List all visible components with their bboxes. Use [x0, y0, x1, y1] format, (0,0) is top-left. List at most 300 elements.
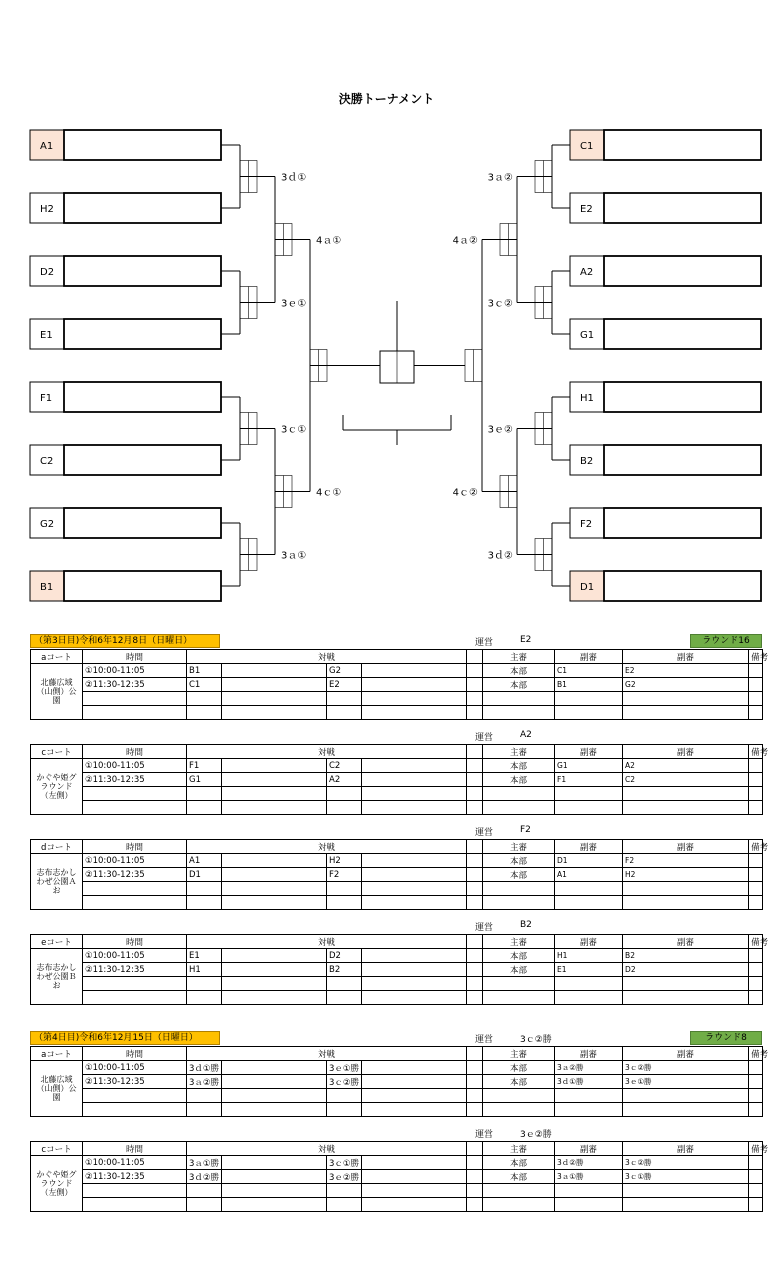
team-2: G2: [327, 664, 362, 678]
team-name-cell: [64, 256, 221, 286]
round-label: ラウンド8: [690, 1031, 762, 1045]
table-row: [31, 759, 763, 773]
match-label-r16: 3ｃ②: [487, 298, 513, 310]
day-label: （第3日目)令和6年12月8日（日曜日）: [30, 634, 220, 648]
match-time: ②11:30-12:35: [83, 868, 187, 882]
match-time: ②11:30-12:35: [83, 1075, 187, 1089]
spacer-cell: [467, 963, 483, 977]
referee: [483, 991, 555, 1005]
team-1: [187, 706, 222, 720]
team-1: 3ｄ①勝: [187, 1061, 222, 1075]
team-2: 3ｃ②勝: [327, 1075, 362, 1089]
spacer-cell: [467, 692, 483, 706]
table-row: [31, 1156, 763, 1170]
court-label: aコート: [31, 1047, 83, 1061]
col-spacer: [467, 1047, 483, 1061]
table-row: [31, 854, 763, 868]
operator-team: 3ｃ②勝: [520, 1035, 552, 1045]
assistant-2: [623, 1184, 749, 1198]
team-2-score: [362, 1089, 467, 1103]
team-2-score: [362, 1156, 467, 1170]
notes-cell: [749, 868, 763, 882]
team-2-score: [362, 692, 467, 706]
team-2: [327, 1103, 362, 1117]
assistant-2: G2: [623, 678, 749, 692]
assistant-1: [555, 787, 623, 801]
operator-label: 運営: [475, 1035, 494, 1045]
spacer-cell: [467, 773, 483, 787]
team-seed-label: H2: [40, 204, 54, 215]
referee: [483, 1103, 555, 1117]
col-spacer: [467, 840, 483, 854]
team-1-score: [222, 678, 327, 692]
spacer-cell: [467, 1198, 483, 1212]
col-notes: 備考: [749, 650, 763, 664]
day-label: （第4日目)令和6年12月15日（日曜日）: [30, 1031, 220, 1045]
table-row: [31, 1184, 763, 1198]
table-row: [31, 801, 763, 815]
spacer-cell: [467, 1156, 483, 1170]
notes-cell: [749, 963, 763, 977]
col-match: 対戦: [187, 1142, 467, 1156]
match-time: [83, 706, 187, 720]
team-1: H1: [187, 963, 222, 977]
block-header: [30, 1031, 763, 1046]
team-seed-label: D2: [40, 267, 55, 278]
table-row: [31, 1170, 763, 1184]
team-2-score: [362, 1170, 467, 1184]
team-1: E1: [187, 949, 222, 963]
team-seed-label: G1: [580, 330, 595, 341]
referee: 本部: [483, 854, 555, 868]
block-header: [30, 919, 763, 934]
team-name-cell: [64, 508, 221, 538]
assistant-2: F2: [623, 854, 749, 868]
team-seed-label: H1: [580, 393, 594, 404]
col-match: 対戦: [187, 1047, 467, 1061]
team-name-cell: [604, 508, 761, 538]
col-referee: 主審: [483, 650, 555, 664]
match-time: [83, 882, 187, 896]
table-header-row: [31, 1047, 763, 1061]
team-2: F2: [327, 868, 362, 882]
team-name-cell: [604, 445, 761, 475]
team-2: [327, 896, 362, 910]
team-2: [327, 1184, 362, 1198]
team-1: D1: [187, 868, 222, 882]
assistant-2: C2: [623, 773, 749, 787]
match-time: ②11:30-12:35: [83, 1170, 187, 1184]
match-time: [83, 801, 187, 815]
assistant-1: [555, 1103, 623, 1117]
notes-cell: [749, 1075, 763, 1089]
referee: 本部: [483, 664, 555, 678]
team-name-cell: [64, 571, 221, 601]
assistant-2: [623, 787, 749, 801]
team-1: 3ａ②勝: [187, 1075, 222, 1089]
team-1: B1: [187, 664, 222, 678]
team-2-score: [362, 706, 467, 720]
team-name-cell: [604, 571, 761, 601]
team-1: [187, 1089, 222, 1103]
match-label-r16: 3ｅ①: [281, 298, 307, 310]
team-1-score: [222, 963, 327, 977]
spacer-cell: [467, 1103, 483, 1117]
operator-label: 運営: [475, 828, 494, 838]
table-row: [31, 773, 763, 787]
col-assistant-1: 副審: [555, 1142, 623, 1156]
team-seed-label: C2: [40, 456, 54, 467]
court-label: cコート: [31, 745, 83, 759]
assistant-2: [623, 706, 749, 720]
col-match: 対戦: [187, 840, 467, 854]
team-2: [327, 801, 362, 815]
notes-cell: [749, 706, 763, 720]
team-name-cell: [604, 193, 761, 223]
team-2: H2: [327, 854, 362, 868]
team-1-score: [222, 949, 327, 963]
team-2-score: [362, 787, 467, 801]
court-schedule-table: [30, 1046, 769, 1117]
team-2-score: [362, 759, 467, 773]
team-name-cell: [64, 382, 221, 412]
col-notes: 備考: [749, 935, 763, 949]
team-2-score: [362, 949, 467, 963]
referee: 本部: [483, 678, 555, 692]
team-seed-label: F2: [580, 519, 593, 530]
team-1-score: [222, 868, 327, 882]
team-1-score: [222, 787, 327, 801]
page-title: 決勝トーナメント: [338, 92, 435, 106]
col-time: 時間: [83, 840, 187, 854]
match-time: [83, 1089, 187, 1103]
referee: [483, 1184, 555, 1198]
venue-label: 志布志かしわぜ公園Ｂお: [31, 949, 83, 1005]
team-name-cell: [604, 256, 761, 286]
spacer-cell: [467, 787, 483, 801]
assistant-1: [555, 896, 623, 910]
team-2-score: [362, 991, 467, 1005]
operator-label: 運営: [475, 638, 494, 648]
table-row: [31, 706, 763, 720]
team-seed-label: D1: [580, 582, 595, 593]
referee: [483, 692, 555, 706]
team-1-score: [222, 1103, 327, 1117]
table-row: [31, 882, 763, 896]
assistant-2: [623, 991, 749, 1005]
assistant-1: [555, 882, 623, 896]
team-seed-label: B2: [580, 456, 594, 467]
spacer-cell: [467, 868, 483, 882]
referee: 本部: [483, 1061, 555, 1075]
team-1-score: [222, 1170, 327, 1184]
notes-cell: [749, 991, 763, 1005]
referee: 本部: [483, 773, 555, 787]
match-time: ①10:00-11:05: [83, 759, 187, 773]
notes-cell: [749, 882, 763, 896]
team-1: [187, 896, 222, 910]
notes-cell: [749, 759, 763, 773]
notes-cell: [749, 664, 763, 678]
col-match: 対戦: [187, 935, 467, 949]
team-2-score: [362, 854, 467, 868]
team-2-score: [362, 868, 467, 882]
match-label-r16: 3ｄ①: [281, 172, 307, 184]
table-row: [31, 664, 763, 678]
team-1: [187, 1184, 222, 1198]
team-name-cell: [64, 445, 221, 475]
venue-label: かぐや姫グラウンド（左側）: [31, 759, 83, 815]
spacer-cell: [467, 896, 483, 910]
assistant-1: B1: [555, 678, 623, 692]
assistant-1: [555, 1184, 623, 1198]
table-row: [31, 1061, 763, 1075]
team-1-score: [222, 759, 327, 773]
operator-team: B2: [520, 920, 532, 930]
referee: 本部: [483, 1075, 555, 1089]
team-2: E2: [327, 678, 362, 692]
col-time: 時間: [83, 745, 187, 759]
match-label-qf: 4ａ①: [316, 235, 342, 247]
spacer-cell: [467, 949, 483, 963]
assistant-2: 3ｃ②勝: [623, 1156, 749, 1170]
team-1-score: [222, 773, 327, 787]
referee: [483, 977, 555, 991]
referee: 本部: [483, 1156, 555, 1170]
round-label: ラウンド16: [690, 634, 762, 648]
block-header: [30, 729, 763, 744]
notes-cell: [749, 977, 763, 991]
match-time: ①10:00-11:05: [83, 949, 187, 963]
spacer-cell: [467, 759, 483, 773]
col-match: 対戦: [187, 745, 467, 759]
col-notes: 備考: [749, 840, 763, 854]
team-2: 3ｅ①勝: [327, 1061, 362, 1075]
team-2-score: [362, 977, 467, 991]
col-notes: 備考: [749, 1142, 763, 1156]
spacer-cell: [467, 706, 483, 720]
assistant-1: A1: [555, 868, 623, 882]
team-1: [187, 1103, 222, 1117]
team-1: [187, 882, 222, 896]
match-label-qf: 4ａ②: [452, 235, 478, 247]
assistant-1: E1: [555, 963, 623, 977]
team-2: [327, 692, 362, 706]
referee: [483, 1089, 555, 1103]
team-seed-label: A2: [580, 267, 594, 278]
team-2-score: [362, 678, 467, 692]
match-time: [83, 1184, 187, 1198]
match-time: ①10:00-11:05: [83, 854, 187, 868]
spacer-cell: [467, 854, 483, 868]
team-1-score: [222, 1184, 327, 1198]
team-1: [187, 1198, 222, 1212]
match-time: ②11:30-12:35: [83, 773, 187, 787]
assistant-2: D2: [623, 963, 749, 977]
col-referee: 主審: [483, 745, 555, 759]
table-row: [31, 1075, 763, 1089]
team-1-score: [222, 1198, 327, 1212]
team-1-score: [222, 706, 327, 720]
match-time: [83, 896, 187, 910]
team-1: A1: [187, 854, 222, 868]
notes-cell: [749, 1198, 763, 1212]
assistant-2: [623, 1103, 749, 1117]
assistant-2: H2: [623, 868, 749, 882]
assistant-1: [555, 1089, 623, 1103]
col-referee: 主審: [483, 1047, 555, 1061]
team-name-cell: [64, 319, 221, 349]
team-1-score: [222, 1061, 327, 1075]
assistant-2: [623, 692, 749, 706]
col-referee: 主審: [483, 840, 555, 854]
team-1-score: [222, 1075, 327, 1089]
team-2-score: [362, 773, 467, 787]
assistant-1: [555, 977, 623, 991]
assistant-1: [555, 692, 623, 706]
assistant-2: E2: [623, 664, 749, 678]
assistant-1: 3ａ①勝: [555, 1170, 623, 1184]
court-schedule-table: [30, 649, 769, 720]
match-label-r16: 3ｃ①: [281, 424, 307, 436]
col-time: 時間: [83, 1142, 187, 1156]
table-row: [31, 1089, 763, 1103]
assistant-1: 3ａ②勝: [555, 1061, 623, 1075]
team-1-score: [222, 1089, 327, 1103]
match-time: [83, 1198, 187, 1212]
team-2: [327, 1198, 362, 1212]
team-1: F1: [187, 759, 222, 773]
team-name-cell: [604, 382, 761, 412]
match-time: [83, 692, 187, 706]
match-time: [83, 1103, 187, 1117]
referee: [483, 882, 555, 896]
match-time: ①10:00-11:05: [83, 1156, 187, 1170]
team-1-score: [222, 692, 327, 706]
spacer-cell: [467, 678, 483, 692]
col-assistant-1: 副審: [555, 745, 623, 759]
table-row: [31, 1198, 763, 1212]
assistant-2: B2: [623, 949, 749, 963]
match-time: [83, 977, 187, 991]
tournament-bracket: [0, 0, 773, 620]
col-spacer: [467, 1142, 483, 1156]
table-row: [31, 868, 763, 882]
operator-label: 運営: [475, 1130, 494, 1140]
assistant-1: G1: [555, 759, 623, 773]
assistant-2: [623, 882, 749, 896]
referee: [483, 801, 555, 815]
match-time: ②11:30-12:35: [83, 963, 187, 977]
notes-cell: [749, 692, 763, 706]
referee: [483, 1198, 555, 1212]
block-header: [30, 634, 763, 649]
spacer-cell: [467, 882, 483, 896]
court-schedule-table: [30, 744, 769, 815]
table-row: [31, 991, 763, 1005]
notes-cell: [749, 787, 763, 801]
spacer-cell: [467, 1061, 483, 1075]
assistant-1: 3ｄ②勝: [555, 1156, 623, 1170]
team-1-score: [222, 1156, 327, 1170]
match-label-qf: 4ｃ②: [452, 487, 478, 499]
team-seed-label: B1: [40, 582, 54, 593]
spacer-cell: [467, 801, 483, 815]
team-1-score: [222, 854, 327, 868]
table-row: [31, 787, 763, 801]
assistant-1: 3ｄ①勝: [555, 1075, 623, 1089]
operator-label: 運営: [475, 733, 494, 743]
team-2-score: [362, 1103, 467, 1117]
table-row: [31, 977, 763, 991]
col-assistant-2: 副審: [623, 935, 749, 949]
col-assistant-1: 副審: [555, 1047, 623, 1061]
assistant-2: [623, 1198, 749, 1212]
table-row: [31, 1103, 763, 1117]
team-2-score: [362, 896, 467, 910]
table-row: [31, 896, 763, 910]
col-referee: 主審: [483, 1142, 555, 1156]
team-2-score: [362, 1198, 467, 1212]
col-time: 時間: [83, 935, 187, 949]
assistant-1: [555, 706, 623, 720]
team-2: A2: [327, 773, 362, 787]
spacer-cell: [467, 1075, 483, 1089]
referee: [483, 896, 555, 910]
team-name-cell: [604, 319, 761, 349]
team-1: [187, 801, 222, 815]
court-schedule-table: [30, 1141, 769, 1212]
match-label-r16: 3ａ①: [281, 550, 307, 562]
col-assistant-1: 副審: [555, 650, 623, 664]
team-seed-label: G2: [40, 519, 55, 530]
notes-cell: [749, 1061, 763, 1075]
court-schedule-table: [30, 839, 769, 910]
assistant-1: [555, 801, 623, 815]
match-time: [83, 787, 187, 801]
court-label: eコート: [31, 935, 83, 949]
col-assistant-1: 副審: [555, 935, 623, 949]
notes-cell: [749, 801, 763, 815]
team-2: [327, 882, 362, 896]
team-1-score: [222, 977, 327, 991]
assistant-2: [623, 801, 749, 815]
match-label-qf: 4ｃ①: [316, 487, 342, 499]
team-1: 3ａ①勝: [187, 1156, 222, 1170]
col-time: 時間: [83, 1047, 187, 1061]
col-assistant-2: 副審: [623, 745, 749, 759]
team-2: [327, 787, 362, 801]
team-1-score: [222, 896, 327, 910]
team-2-score: [362, 664, 467, 678]
court-label: cコート: [31, 1142, 83, 1156]
assistant-2: 3ｅ①勝: [623, 1075, 749, 1089]
assistant-2: [623, 1089, 749, 1103]
referee: 本部: [483, 963, 555, 977]
team-1: [187, 692, 222, 706]
assistant-2: A2: [623, 759, 749, 773]
col-spacer: [467, 745, 483, 759]
operator-team: 3ｅ②勝: [520, 1130, 552, 1140]
assistant-2: [623, 896, 749, 910]
table-header-row: [31, 745, 763, 759]
assistant-1: F1: [555, 773, 623, 787]
spacer-cell: [467, 1170, 483, 1184]
operator-label: 運営: [475, 923, 494, 933]
match-time: ①10:00-11:05: [83, 664, 187, 678]
team-2: 3ｃ①勝: [327, 1156, 362, 1170]
col-spacer: [467, 935, 483, 949]
